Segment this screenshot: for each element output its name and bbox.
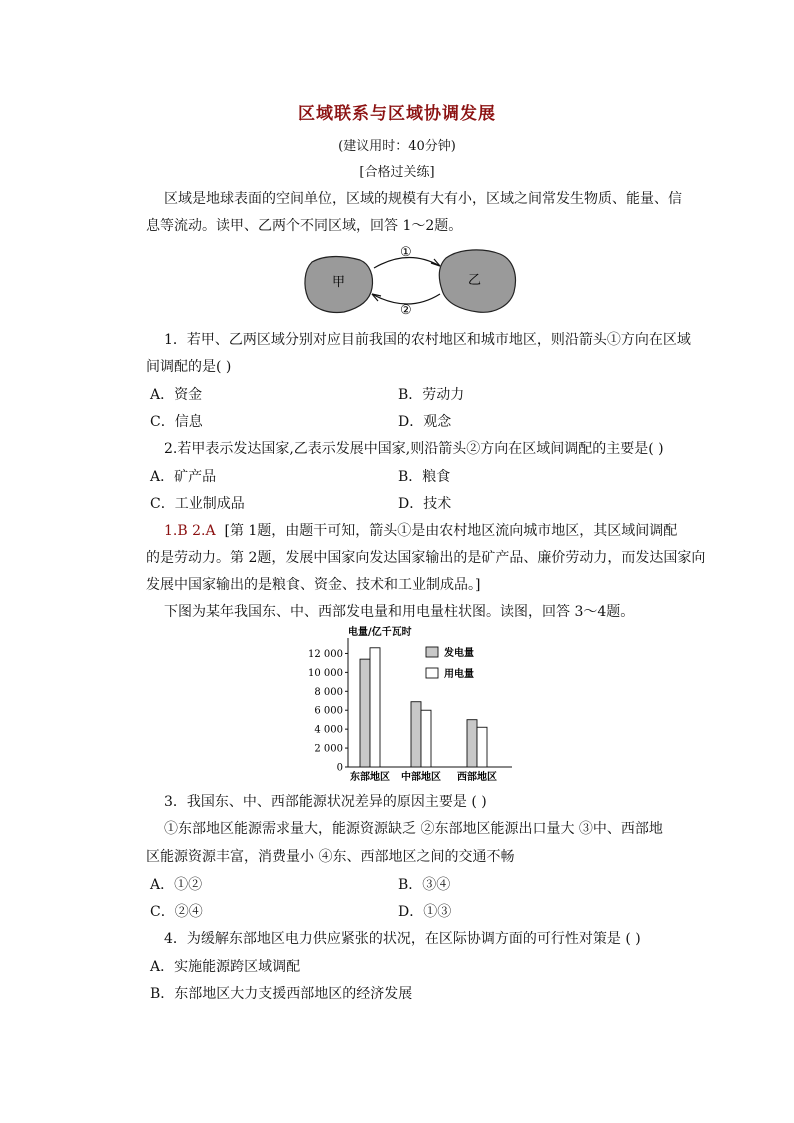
- x-tick-label: 中部地区: [401, 772, 441, 783]
- arrow-2-label: ②: [400, 303, 412, 318]
- answer-12-line-2: 的是劳动力。第 2题，发展中国家向发达国家输出的是矿产品、廉价劳动力，而发达国家向: [146, 550, 706, 566]
- bar-consumption-2: [421, 710, 431, 767]
- bar-generation-2: [411, 702, 421, 767]
- y-tick-label: 0: [336, 762, 343, 774]
- q1-option-c: C．信息: [150, 414, 203, 430]
- bar-consumption-3: [477, 727, 487, 767]
- q3-option-b: B．③④: [398, 877, 451, 893]
- section-label: [合格过关练]: [359, 165, 435, 180]
- q1-option-b: B．劳动力: [398, 387, 465, 403]
- answer-12-line-1: [164, 520, 677, 540]
- time-note: (建议用时：40分钟): [338, 139, 456, 154]
- y-tick-label: 6 000: [314, 705, 343, 717]
- q2-option-d: D．技术: [398, 496, 452, 512]
- power-bar-chart: [300, 624, 530, 784]
- q1-option-a: A．资金: [150, 387, 203, 403]
- x-tick-label: 西部地区: [457, 772, 497, 783]
- intro-line-1: 区域是地球表面的空间单位，区域的规模有大有小，区域之间常发生物质、能量、信: [164, 191, 682, 207]
- q3-stem: 3．我国东、中、西部能源状况差异的原因主要是 ( ): [164, 794, 487, 810]
- legend-swatch: [426, 647, 438, 657]
- region-b-label: 乙: [468, 273, 482, 288]
- answer-12-key: 1.B 2.A: [164, 523, 216, 539]
- q3-option-a: A．①②: [150, 877, 203, 893]
- y-tick-label: 10 000: [308, 667, 343, 679]
- q4-stem: 4．为缓解东部地区电力供应紧张的状况，在区际协调方面的可行性对策是 ( ): [164, 931, 641, 947]
- y-axis-label: 电量/亿千瓦时: [348, 627, 412, 638]
- q2-option-a: A．矿产品: [150, 469, 217, 485]
- answer-12-text: [第 1题，由题干可知，箭头①是由农村地区流向城市地区，其区域间调配: [224, 523, 678, 539]
- q2-option-b: B．粮食: [398, 469, 451, 485]
- bar-generation-3: [467, 720, 477, 767]
- q3-line-2: 区能源资源丰富，消费量小 ④东、西部地区之间的交通不畅: [146, 849, 515, 865]
- arrow-1-label: ①: [400, 245, 412, 260]
- x-tick-label: 东部地区: [350, 772, 390, 783]
- legend-label: 发电量: [444, 648, 474, 659]
- region-diagram: [300, 240, 560, 320]
- q3-line-1: ①东部地区能源需求量大，能源资源缺乏 ②东部地区能源出口量大 ③中、西部地: [164, 821, 663, 837]
- y-tick-label: 8 000: [314, 686, 343, 698]
- answer-12-line-3: 发展中国家输出的是粮食、资金、技术和工业制成品。]: [146, 577, 481, 593]
- y-tick-label: 12 000: [308, 648, 343, 660]
- q1-line-2: 间调配的是( ): [146, 359, 232, 375]
- region-a-label: 甲: [332, 275, 346, 290]
- intro-2: 下图为某年我国东、中、西部发电量和用电量柱状图。读图，回答 3～4题。: [164, 604, 635, 620]
- bar-consumption-1: [370, 648, 380, 767]
- q2-option-c: C．工业制成品: [150, 496, 245, 512]
- bar-generation-1: [360, 659, 370, 767]
- y-tick-label: 4 000: [314, 724, 343, 736]
- page-title: 区域联系与区域协调发展: [298, 104, 496, 124]
- q4-option-b: B．东部地区大力支援西部地区的经济发展: [150, 986, 413, 1002]
- y-tick-label: 2 000: [314, 743, 343, 755]
- q3-option-c: C．②④: [150, 904, 203, 920]
- legend-swatch: [426, 668, 438, 678]
- intro-line-2: 息等流动。读甲、乙两个不同区域，回答 1～2题。: [146, 218, 463, 234]
- legend-label: 用电量: [444, 669, 474, 680]
- q2-stem: 2.若甲表示发达国家,乙表示发展中国家,则沿箭头②方向在区域间调配的主要是( ): [164, 441, 664, 457]
- q1-option-d: D．观念: [398, 414, 452, 430]
- q4-option-a: A．实施能源跨区域调配: [150, 959, 301, 975]
- q1-line-1: 1．若甲、乙两区域分别对应目前我国的农村地区和城市地区，则沿箭头①方向在区域: [164, 332, 691, 348]
- q3-option-d: D．①③: [398, 904, 452, 920]
